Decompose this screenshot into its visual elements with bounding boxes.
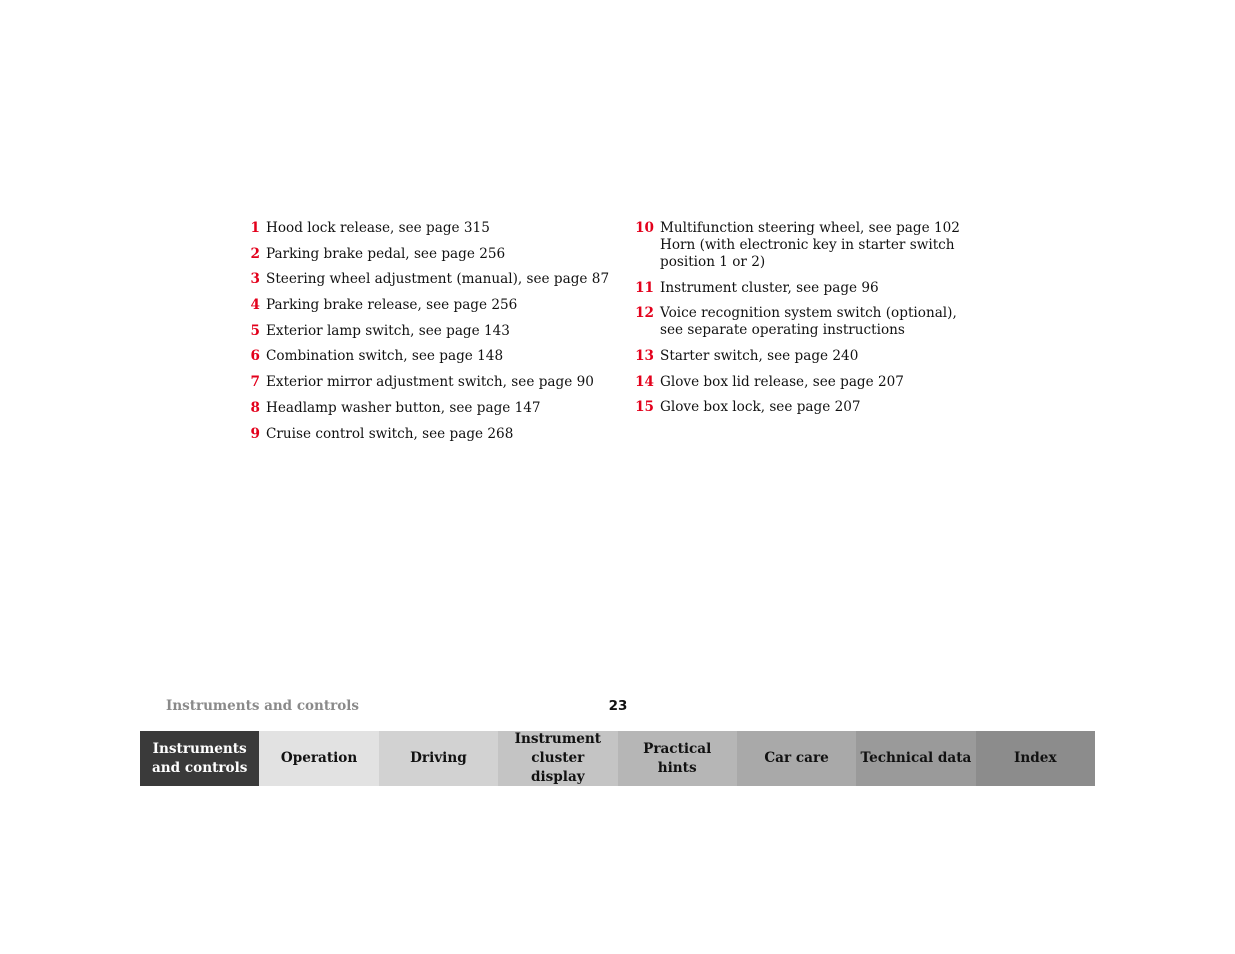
legend-item xyxy=(632,280,982,297)
item-text: Headlamp washer button, see page 147 xyxy=(266,399,541,416)
item-number: 3 xyxy=(250,271,260,288)
item-number: 1 xyxy=(250,220,260,236)
tab-practical-hints[interactable]: Practical hints xyxy=(618,731,737,786)
legend-item xyxy=(244,271,614,288)
tab-instruments-and-controls[interactable]: Instruments and controls xyxy=(140,731,259,786)
section-title: Instruments and controls xyxy=(166,698,359,714)
item-text: Voice recognition system switch (optional), see separate operating instructions xyxy=(660,305,957,339)
item-number: 15 xyxy=(635,399,654,416)
item-text: Combination switch, see page 148 xyxy=(266,348,504,365)
tab-car-care[interactable]: Car care xyxy=(737,731,856,786)
tab-driving[interactable]: Driving xyxy=(379,731,498,786)
legend-item xyxy=(632,374,982,391)
item-text: Glove box lid release, see page 207 xyxy=(660,373,904,390)
item-text: Multifunction steering wheel, see page 102 xyxy=(660,220,960,236)
legend-item xyxy=(244,323,614,340)
legend-item xyxy=(244,246,614,263)
tab-operation[interactable]: Operation xyxy=(259,731,378,786)
item-text: Hood lock release, see page 315 xyxy=(266,220,490,236)
item-number: 8 xyxy=(250,399,260,416)
section-tab-bar xyxy=(140,731,1095,786)
item-number: 6 xyxy=(250,348,260,365)
item-text: Exterior lamp switch, see page 143 xyxy=(266,322,510,339)
legend-list-right xyxy=(632,220,982,425)
page-number: 23 xyxy=(608,698,628,714)
tab-technical-data[interactable]: Technical data xyxy=(856,731,975,786)
item-text: Glove box lock, see page 207 xyxy=(660,399,861,416)
item-number: 9 xyxy=(250,425,260,442)
legend-item xyxy=(244,374,614,391)
item-text: Cruise control switch, see page 268 xyxy=(266,425,514,442)
legend-item xyxy=(632,348,982,365)
legend-item xyxy=(632,399,982,416)
item-number: 12 xyxy=(635,305,654,322)
legend-item xyxy=(244,426,614,443)
item-number: 11 xyxy=(635,279,654,296)
legend-item xyxy=(244,220,614,237)
item-number: 13 xyxy=(635,348,654,365)
item-text-group xyxy=(660,220,982,271)
legend-item xyxy=(632,305,982,339)
legend-item xyxy=(632,220,982,271)
item-number: 2 xyxy=(250,245,260,262)
item-text: Steering wheel adjustment (manual), see page 87 xyxy=(266,271,610,288)
item-text: Exterior mirror adjustment switch, see page 90 xyxy=(266,374,594,391)
item-number: 4 xyxy=(250,297,260,314)
item-number: 14 xyxy=(635,373,654,390)
item-number: 5 xyxy=(250,322,260,339)
item-subtext: Horn (with electronic key in starter switch position 1 or 2) xyxy=(660,237,955,270)
legend-list-left xyxy=(244,220,614,451)
item-text: Instrument cluster, see page 96 xyxy=(660,279,879,296)
tab-index[interactable]: Index xyxy=(976,731,1095,786)
item-text: Parking brake release, see page 256 xyxy=(266,297,518,314)
item-number: 10 xyxy=(635,220,654,236)
tab-instrument-cluster-display[interactable]: Instrument cluster display xyxy=(498,731,617,786)
item-text: Starter switch, see page 240 xyxy=(660,348,859,365)
legend-item xyxy=(244,400,614,417)
item-number: 7 xyxy=(250,374,260,391)
item-text: Parking brake pedal, see page 256 xyxy=(266,245,506,262)
legend-item xyxy=(244,348,614,365)
legend-item xyxy=(244,297,614,314)
